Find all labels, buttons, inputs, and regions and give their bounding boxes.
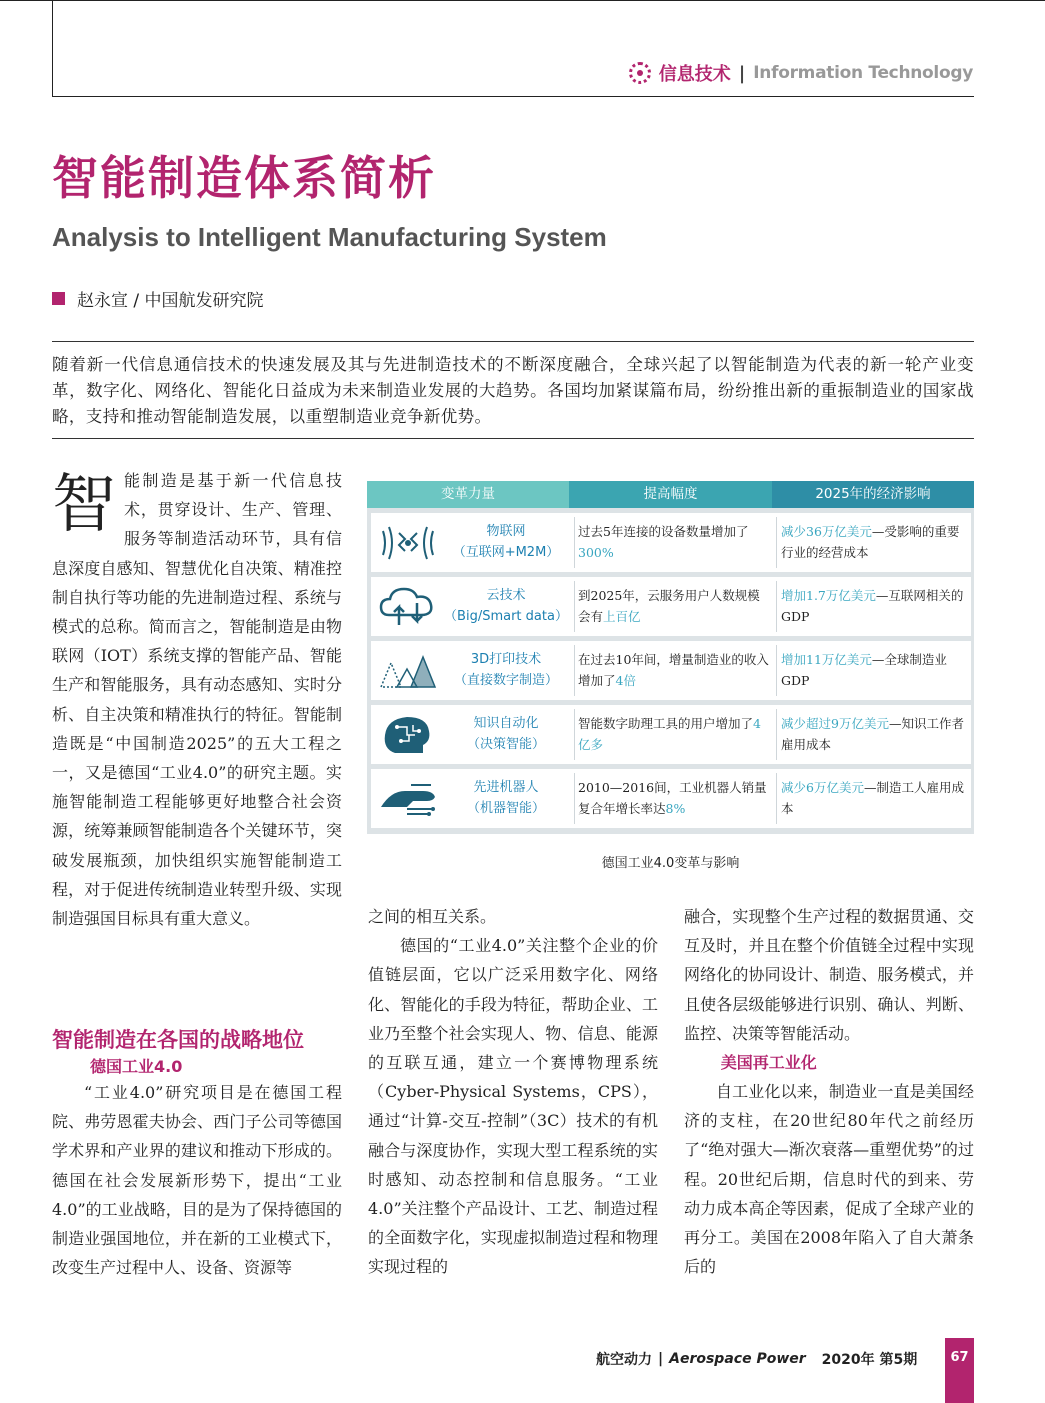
impact-cell: 减少36万亿美元—受影响的重要行业的经营成本 <box>781 524 960 560</box>
force-name: 先进机器人 （机器智能） <box>466 780 545 816</box>
impact-cell: 减少超过9万亿美元—知识工作者雇用成本 <box>781 716 964 752</box>
gear-icon <box>629 62 651 84</box>
drop-cap: 智 <box>52 468 116 542</box>
iot-icon <box>377 521 439 565</box>
table-row <box>371 769 971 828</box>
table-header-cell: 2025年的经济影响 <box>772 481 974 508</box>
journal-separator: | <box>658 1351 664 1367</box>
impact-cell: 增加11万亿美元—全球制造业GDP <box>781 652 947 688</box>
journal-name-en: Aerospace Power <box>669 1351 806 1367</box>
issue-label: 2020年 第5期 <box>821 1352 918 1368</box>
cell-divider <box>776 581 777 632</box>
impact-cell: 增加1.7万亿美元—互联网相关的GDP <box>781 588 964 624</box>
table-header-cell: 提高幅度 <box>569 481 772 508</box>
section-heading: 智能制造在各国的战略地位 <box>52 1028 304 1052</box>
table-header <box>367 481 974 508</box>
section-header <box>629 60 973 86</box>
paragraph-usa: 自工业化以来，制造业一直是美国经济的支柱，在20世纪80年代之前经历了“绝对强大—渐次衰落—重塑优势”的过程。20世纪后期，信息时代的到来、劳动力成本高企等因素，促成了全球产业的再分工。美国在2008年陷入了自大萧条后的 <box>684 1082 974 1277</box>
improvement-cell: 在过去10年间，增量制造业的收入增加了4倍 <box>578 652 769 688</box>
page-footer <box>596 1349 917 1369</box>
header-horizontal-rule <box>52 96 974 97</box>
body-column-2 <box>368 902 658 1282</box>
improvement-cell: 2010—2016间，工业机器人销量复合年增长率达8% <box>578 780 767 816</box>
brain-icon <box>377 713 439 757</box>
improvement-cell: 智能数字助理工具的用户增加了4亿多 <box>578 716 761 752</box>
3d-print-icon <box>377 649 439 693</box>
robot-circuit-icon <box>377 777 439 821</box>
table-row <box>371 577 971 636</box>
header-vertical-rule <box>52 0 53 96</box>
force-name: 物联网 （互联网+M2M） <box>452 524 560 560</box>
force-name: 知识自动化 （决策智能） <box>466 716 545 752</box>
top-border <box>0 0 1045 1</box>
cell-divider <box>776 773 777 824</box>
table-caption: 德国工业4.0变革与影响 <box>601 856 740 871</box>
table-row <box>371 641 971 700</box>
subheading-germany: 德国工业4.0 <box>90 1057 183 1076</box>
journal-name-cn: 航空动力 <box>596 1352 652 1368</box>
table-header-cell: 变革力量 <box>367 481 569 508</box>
author-line <box>52 286 264 311</box>
force-name: 3D打印技术 （直接数字制造） <box>453 652 558 688</box>
abstract-rule-bottom <box>52 438 974 439</box>
paragraph-germany-2: 德国的“工业4.0”关注整个企业的价值链层面，它以广泛采用数字化、网络化、智能化的手段为特征，帮助企业、工业乃至整个社会实现人、物、信息、能源的互联互通，建立一个赛博物理系统（Cyber-Physical Systems，CPS），通过“计算-交互-控制”（3C）技术的有机融合与深度协作，实现大型工程系统的实时感知、动态控制和信息服务。“工业4.0”关注整个产品设计、工艺、制造过程的全面数字化，实现虚拟制造过程和物理实现过程的 <box>368 936 658 1277</box>
article-title-en: Analysis to Intelligent Manufacturing System <box>52 222 607 252</box>
cell-divider <box>776 645 777 696</box>
body-column-1-lower <box>52 1078 342 1282</box>
abstract: 随着新一代信息通信技术的快速发展及其与先进制造技术的不断深度融合，全球兴起了以智能制造为代表的新一轮产业变革，数字化、网络化、智能化日益成为未来制造业发展的大趋势。各国均加紧谋篇布局，纷纷推出新的重振制造业的国家战略，支持和推动智能制造发展，以重塑制造业竞争新优势。 <box>52 355 974 426</box>
table-row <box>371 705 971 764</box>
impact-cell: 减少6万亿美元—制造工人雇用成本 <box>781 780 964 816</box>
body-column-3 <box>684 902 974 1281</box>
improvement-cell: 过去5年连接的设备数量增加了300% <box>578 524 749 560</box>
paragraph-continued-1: 之间的相互关系。 <box>368 907 497 926</box>
cell-divider <box>574 517 575 568</box>
section-title-en: Information Technology <box>753 63 973 83</box>
cell-divider <box>574 709 575 760</box>
cloud-icon <box>377 585 439 629</box>
page-number: 67 <box>945 1338 974 1403</box>
section-title-cn: 信息技术 <box>658 64 731 85</box>
paragraph-intro: 能制造是基于新一代信息技术，贯穿设计、生产、管理、服务等制造活动环节，具有信息深度自感知、智慧优化自决策、精准控制自执行等功能的先进制造过程、系统与模式的总称。简而言之，智能制造是由物联网（IOT）系统支撑的智能产品、智能生产和智能服务，具有动态感知、实时分析、自主决策和精准执行的特征。智能制造既是“中国制造2025”的五大工程之一，又是德国“工业4.0”的研究主题。实施智能制造工程能够更好地整合社会资源，统筹兼顾智能制造各个关键环节，突破发展瓶颈，加快组织实施智能制造工程，对于促进传统制造业转型升级、实现制造强国目标具有重大意义。 <box>52 471 342 929</box>
article-title-cn: 智能制造体系简析 <box>52 151 436 205</box>
author-name: 赵永宣 / 中国航发研究院 <box>77 291 264 311</box>
force-name: 云技术 （Big/Smart data） <box>444 588 568 624</box>
body-column-1 <box>52 466 342 933</box>
table-row <box>371 513 971 572</box>
abstract-rule-top <box>52 341 974 342</box>
cell-divider <box>776 517 777 568</box>
cell-divider <box>776 709 777 760</box>
paragraph-continued-2: 融合，实现整个生产过程的数据贯通、交互及时，并且在整个价值链全过程中实现网络化的协同设计、制造、服务模式，并且使各层级能够进行识别、确认、判断、监控、决策等智能活动。 <box>684 907 974 1043</box>
cell-divider <box>574 645 575 696</box>
cell-divider <box>574 581 575 632</box>
section-separator: | <box>738 62 746 84</box>
subheading-usa: 美国再工业化 <box>720 1053 817 1073</box>
cell-divider <box>574 773 575 824</box>
improvement-cell: 到2025年，云服务用户人数规模会有上百亿 <box>578 588 760 624</box>
square-bullet-icon <box>52 292 65 305</box>
paragraph-germany-1: “工业4.0”研究项目是在德国工程院、弗劳恩霍夫协会、西门子公司等德国学术界和产业界的建议和推动下形成的。德国在社会发展新形势下，提出“工业4.0”的工业战略，目的是为了保持德国的制造业强国地位，并在新的工业模式下，改变生产过程中人、设备、资源等 <box>52 1083 342 1278</box>
